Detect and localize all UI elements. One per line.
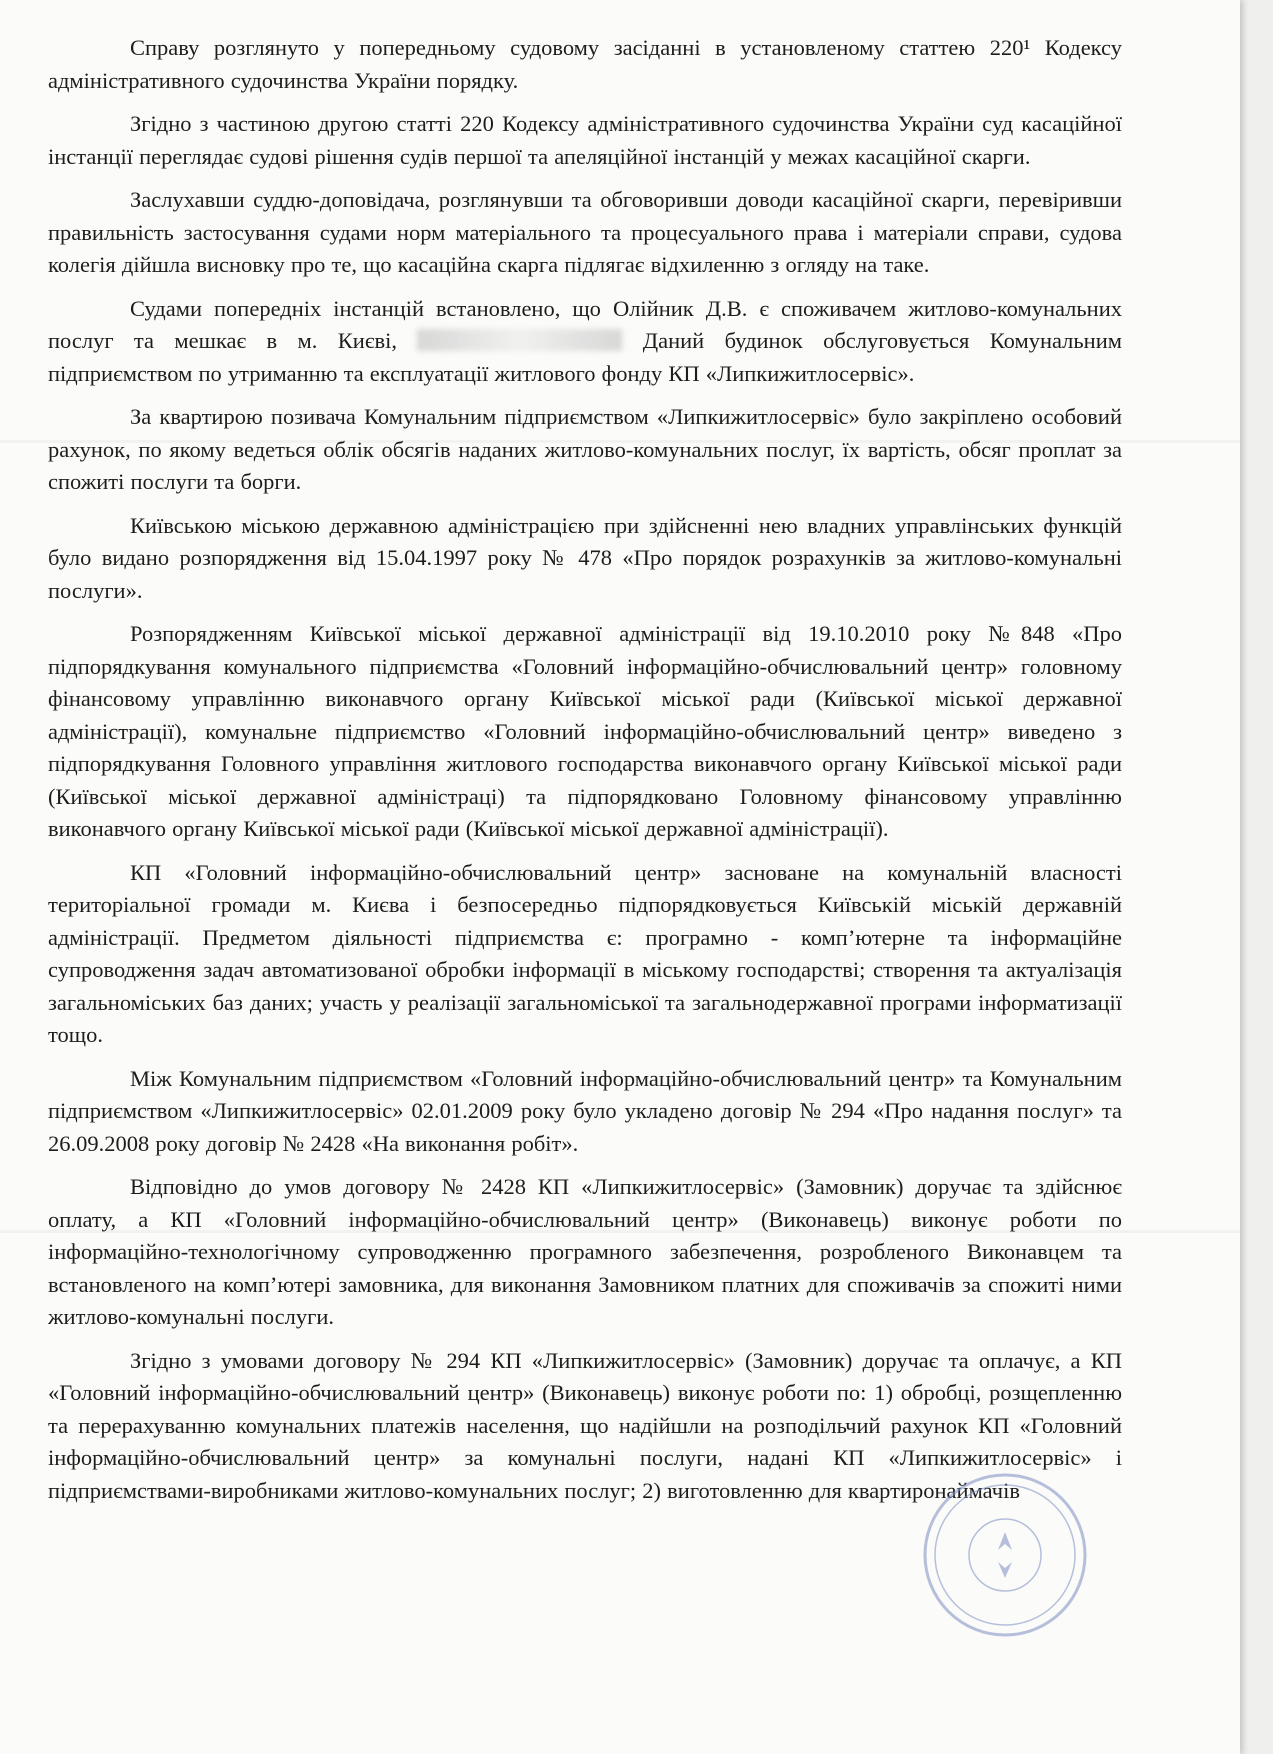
paragraph-redacted [48, 293, 1122, 391]
paragraph: Заслухавши суддю-доповідача, розглянувши та обговоривши доводи касаційної скарги, перевіривши правильність застосування судами норм матеріального та процесуального права і матеріали справи, судова колегія дійшла висновку про те, що касаційна скарга підлягає відхиленню з огляду на таке. [48, 187, 1122, 277]
paragraph: Між Комунальним підприємством «Головний інформаційно-обчислювальний центр» та Комунальним підприємством «Липкижитлосервіс» 02.01.2009 року було укладено договір № 294 «Про надання послуг» та 26.09.2008 року договір № 2428 «На виконання робіт». [48, 1065, 1122, 1156]
document-body [48, 32, 1122, 1518]
paragraph: Згідно з умовами договору № 294 КП «Липкижитлосервіс» (Замовник) доручає та оплачує, а КП «Головний інформаційно-обчислювальний центр» (Виконавець) виконує роботи по: 1) обробці, розщепленню та перерахуванню комунальних платежів населення, що надійшли на розподільчий рахунок КП «Головний інформаційно-обчислювальний центр» за комунальні послуги, надані КП «Липкижитлосервіс» і підприємствами-виробниками житлово-комунальних послуг; 2) виготовленню для квартиронаймачів [48, 1347, 1122, 1503]
paragraph: За квартирою позивача Комунальним підприємством «Липкижитлосервіс» було закріплено особовий рахунок, по якому ведеться облік обсягів наданих житлово-комунальних послуг, їх вартість, обсяг проплат за спожиті послуги та борги. [48, 404, 1122, 494]
paragraph-text-after: Даний будинок обслуговується Комунальним підприємством по утриманню та експлуатації житлового фонду КП «Липкижитлосервіс». [48, 328, 1122, 386]
paragraph: КП «Головний інформаційно-обчислювальний центр» засноване на комунальній власності територіальної громади м. Києва і безпосередньо підпорядковується Київській міській державній адміністрації. Предметом діяльності підприємства є: програмно - комп’ютерне та інформаційне супроводження задач автоматизованої обробки інформації в міському господарстві; створення та актуалізація загальноміських баз даних; участь у реалізації загальноміської та загальнодержавної програми інформатизації тощо. [48, 859, 1122, 1047]
paragraph: Згідно з частиною другою статті 220 Кодексу адміністративного судочинства України суд касаційної інстанції переглядає судові рішення судів першої та апеляційної інстанцій у межах касаційної скарги. [48, 111, 1122, 169]
redacted-address [417, 329, 622, 351]
official-stamp [920, 1470, 1090, 1640]
paragraph-text-before: Судами попередніх інстанцій встановлено, що Олійник Д.В. є споживачем житлово-комунальних послуг та мешкає в м. Києві, [48, 295, 1122, 353]
paragraph: Розпорядженням Київської міської державної адміністрації від 19.10.2010 року №848 «Про підпорядкування комунального підприємства «Головний інформаційно-обчислювальний центр» головному фінансовому управлінню виконавчого органу Київської міської ради (Київської міської державної адміністрації), комунальне підприємство «Головний інформаційно-обчислювальний центр» виведено з підпорядкування Головного управління житлового господарства виконавчого органу Київської міської ради (Київської міської державної адміністраці) та підпорядковано Головному фінансовому управлінню виконавчого органу Київської міської ради (Київської міської державної адміністрації). [48, 621, 1122, 841]
paragraph: Відповідно до умов договору № 2428 КП «Липкижитлосервіс» (Замовник) доручає та здійснює оплату, а КП «Головний інформаційно-обчислювальний центр» (Виконавець) виконує роботи по інформаційно-технологічному супроводженню програмного забезпечення, розробленого Виконавцем та встановленого на комп’ютері замовника, для виконання Замовником платних для споживачів за спожиті ними житлово-комунальні послуги. [48, 1174, 1122, 1329]
paragraph: Справу розглянуто у попередньому судовому засіданні в установленому статтею 220¹ Кодексу адміністративного судочинства України порядку. [48, 35, 1122, 93]
paragraph: Київською міською державною адміністрацією при здійсненні нею владних управлінських функцій було видано розпорядження від 15.04.1997 року № 478 «Про порядок розрахунків за житлово-комунальні послуги». [48, 512, 1122, 603]
